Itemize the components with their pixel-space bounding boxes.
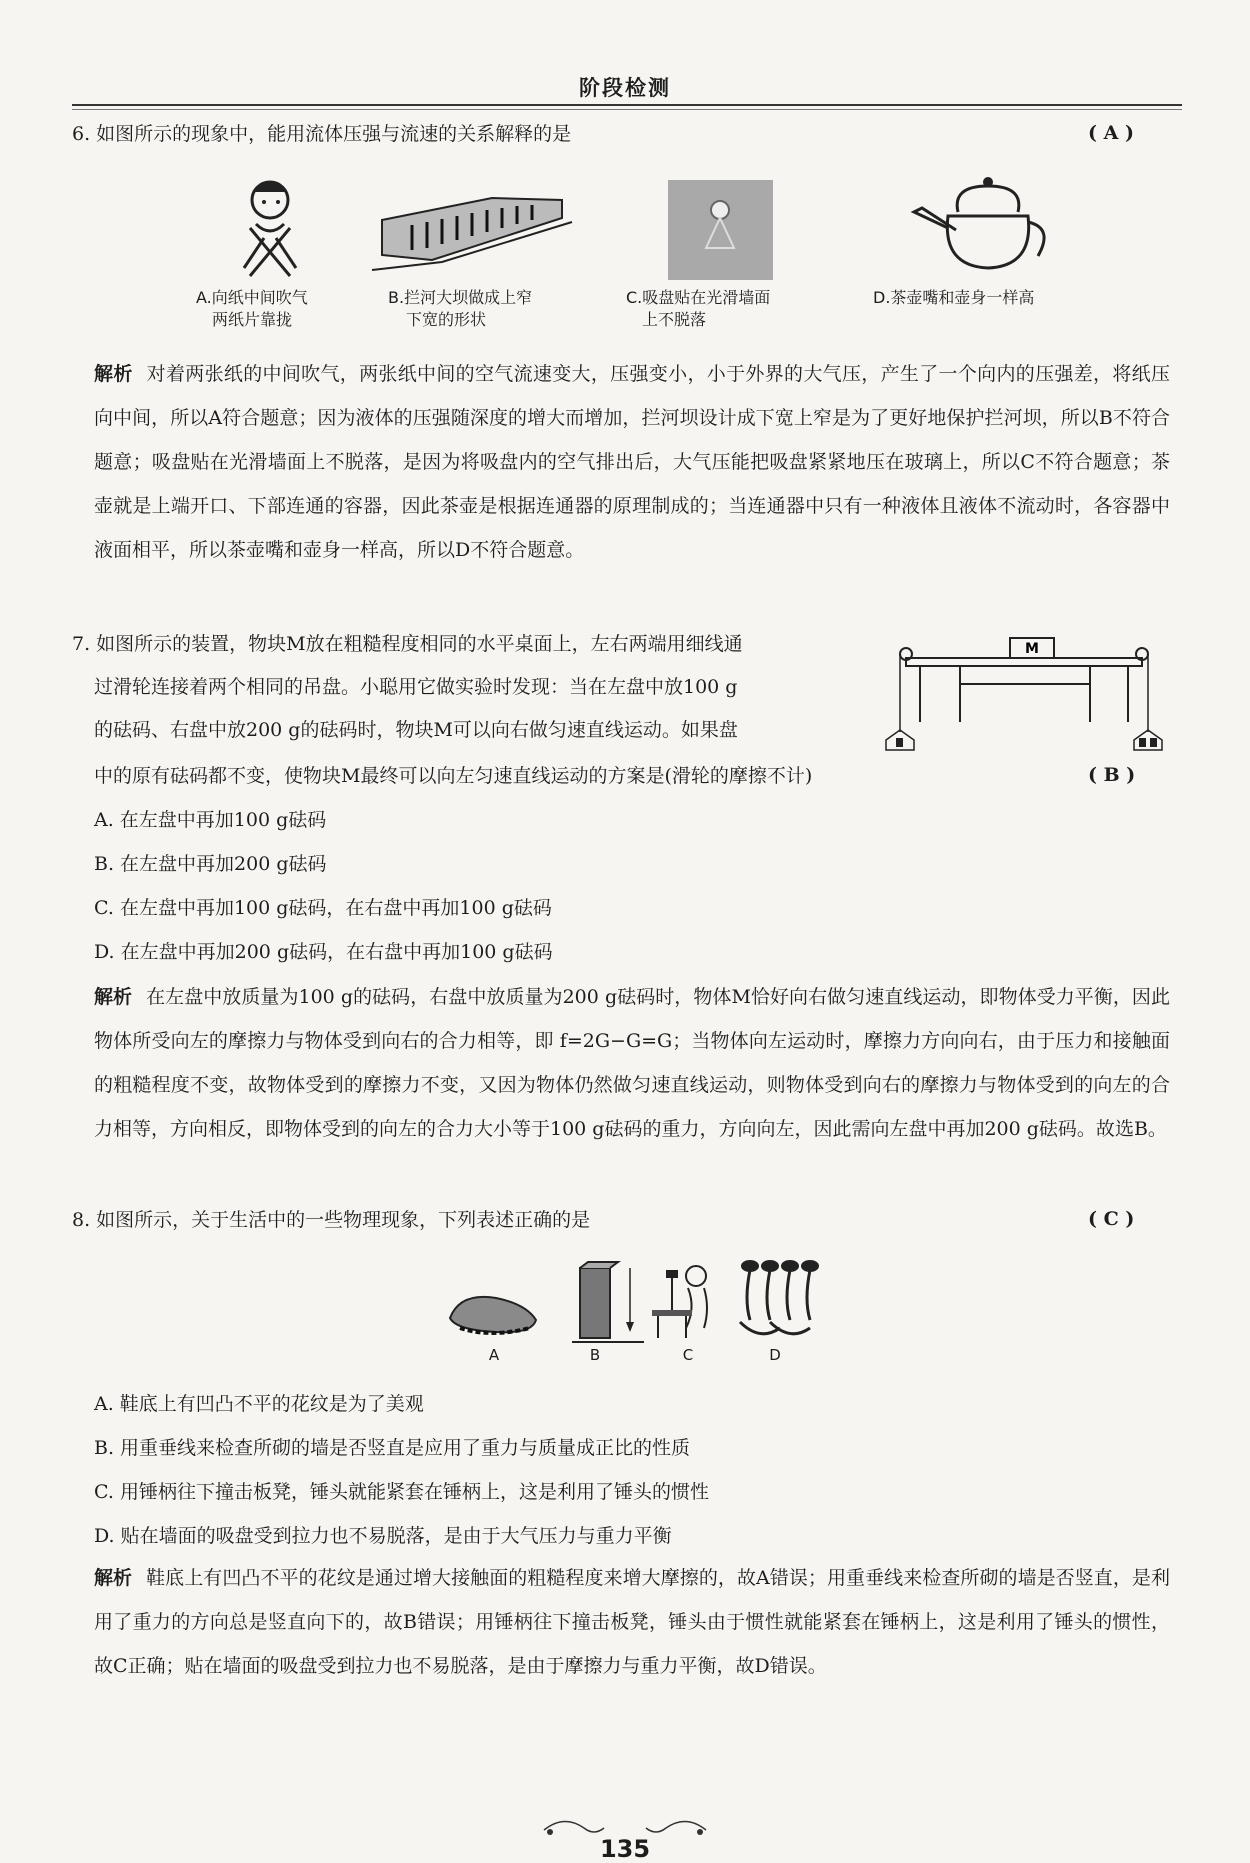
q7-figure-label: M [1025,641,1039,657]
q6-caption-c2: 上不脱落 [642,310,707,329]
q6-caption-b2: 下宽的形状 [406,310,487,329]
q7-line-4: 中的原有砝码都不变，使物块M最终可以向左匀速直线运动的方案是(滑轮的摩擦不计) [94,765,813,787]
q8-question: 8. 如图所示，关于生活中的一些物理现象，下列表述正确的是 [72,1209,591,1231]
q6-figure-b [372,180,572,275]
q8-figure-letter-a: A [488,1346,500,1364]
q8-option-d: D. 贴在墙面的吸盘受到拉力也不易脱落，是由于大气压力与重力平衡 [94,1525,672,1547]
q6-analysis-label: 解析 [94,363,133,385]
q6-caption-a2: 两纸片靠拢 [212,310,293,329]
q8-figure-d-suction [734,1256,824,1348]
q6-figure-a [228,178,318,283]
q6-caption-d: D.茶壶嘴和壶身一样高 [873,288,1035,307]
q7-option-d: D. 在左盘中再加200 g砝码，在右盘中再加100 g砝码 [94,941,553,963]
page-header-title: 阶段检测 [579,76,671,100]
q8-option-a: A. 鞋底上有凹凸不平的花纹是为了美观 [94,1393,424,1415]
q7-analysis-label: 解析 [94,986,133,1008]
q7-figure [880,632,1170,757]
q6-analysis-text: 对着两张纸的中间吹气，两张纸中间的空气流速变大，压强变小，小于外界的大气压，产生了一个向内的压强差，将纸压向中间，所以A符合题意；因为液体的压强随深度的增大而增加，拦河坝设计成下宽上窄是为了更好地保护拦河坝，所以B不符合题意；吸盘贴在光滑墙面上不脱落，是因为将吸盘内的空气排出后，大气压能把吸盘紧紧地压在玻璃上，所以C不符合题意；茶壶就是上端开口、下部连通的容器，因此茶壶是根据连通器的原理制成的；当连通器中只有一种液体且液体不流动时，各容器中液面相平，所以茶壶嘴和壶身一样高，所以D不符合题意。 [94,363,1170,561]
q8-analysis-text: 鞋底上有凹凸不平的花纹是通过增大接触面的粗糙程度来增大摩擦的，故A错误；用重垂线来检查所砌的墙是否竖直，是利用了重力的方向总是竖直向下的，故B错误；用锤柄往下撞击板凳，锤头由于惯性就能紧套在锤柄上，这是利用了锤头的惯性，故C正确；贴在墙面的吸盘受到拉力也不易脱落，是由于摩擦力与重力平衡，故D错误。 [94,1567,1170,1677]
q8-figure-letter-b: B [589,1346,601,1364]
q8-figure-a-shoes [446,1282,542,1342]
q6-analysis [94,352,1170,572]
q8-figure-letter-d: D [769,1346,781,1364]
q7-line-3: 的砝码、右盘中放200 g的砝码时，物块M可以向右做匀速直线运动。如果盘 [94,719,738,741]
q7-line-1: 7. 如图所示的装置，物块M放在粗糙程度相同的水平桌面上，左右两端用细线通 [72,633,743,655]
q8-analysis [94,1556,1170,1688]
page-number: 135 [599,1835,651,1863]
header-rule-thin [72,109,1182,110]
q7-option-c: C. 在左盘中再加100 g砝码，在右盘中再加100 g砝码 [94,897,552,919]
header-rule [72,104,1182,106]
q8-figure-b-wall [572,1262,644,1348]
q8-option-c: C. 用锤柄往下撞击板凳，锤头就能紧套在锤柄上，这是利用了锤头的惯性 [94,1481,709,1503]
q7-answer: ( B ) [1088,764,1136,786]
q6-answer: ( A ) [1088,122,1134,144]
q8-figure-c-hammer [648,1262,720,1348]
q6-figure-c [668,180,773,280]
q7-analysis [94,975,1170,1151]
q8-figure-letter-c: C [682,1346,694,1364]
q7-option-a: A. 在左盘中再加100 g砝码 [94,809,327,831]
q8-answer: ( C ) [1088,1208,1135,1230]
q6-caption-a1: A.向纸中间吹气 [196,288,308,307]
q8-analysis-label: 解析 [94,1567,133,1589]
q6-figure-d [908,166,1058,278]
q8-option-b: B. 用重垂线来检查所砌的墙是否竖直是应用了重力与质量成正比的性质 [94,1437,691,1459]
q7-option-b: B. 在左盘中再加200 g砝码 [94,853,327,875]
q7-line-2: 过滑轮连接着两个相同的吊盘。小聪用它做实验时发现：当在左盘中放100 g [94,676,738,698]
q6-question: 6. 如图所示的现象中，能用流体压强与流速的关系解释的是 [72,123,572,145]
q7-analysis-text: 在左盘中放质量为100 g的砝码，右盘中放质量为200 g砝码时，物体M恰好向右做匀速直线运动，即物体受力平衡，因此物体所受向左的摩擦力与物体受到向右的合力相等，即 f=2G−G=G；当物体向左运动时，摩擦力方向向右，由于压力和接触面的粗糙程度不变，故物体受到的摩擦力不变，又因为物体仍然做匀速直线运动，则物体受到向右的摩擦力与物体受到的向左的合力相等，方向相反，即物体受到的向左的合力大小等于100 g砝码的重力，方向向左，因此需向左盘中再加200 g砝码。故选B。 [94,986,1170,1140]
q6-caption-b1: B.拦河大坝做成上窄 [388,288,533,307]
q6-caption-c1: C.吸盘贴在光滑墙面 [626,288,771,307]
